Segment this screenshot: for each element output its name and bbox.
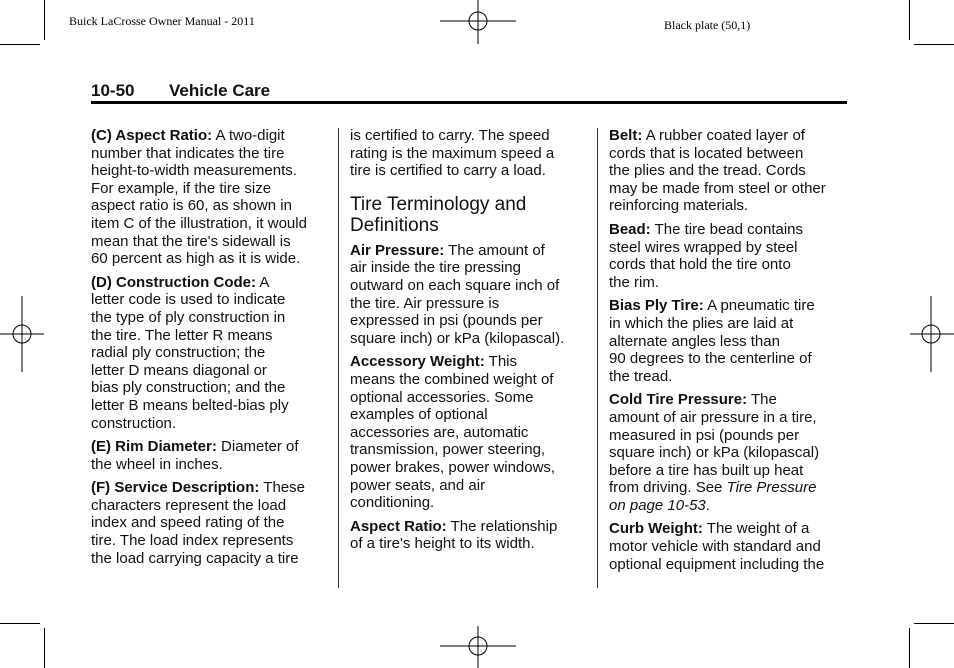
registration-mark-right	[910, 296, 954, 372]
cross-reference-link[interactable]: Tire Pressure	[726, 479, 817, 497]
definition-aspect-ratio: Aspect Ratio: The relationship of a tire's height to its width.	[350, 517, 558, 553]
section-title: Vehicle Care	[169, 81, 271, 100]
section-heading: Tire Terminology and Definitions	[350, 193, 527, 236]
definition-air-pressure: Air Pressure: The amount of air inside the tire pressing outward on each square inch of the tire. Air pressure is expressed in psi (pounds per square inch) or kPa (kilopascal).	[350, 241, 565, 347]
term: (D) Construction Code:	[91, 273, 256, 291]
crop-mark	[914, 44, 954, 45]
definition-bias-ply-tire: Bias Ply Tire: A pneumatic tire in which the plies are laid at alternate angles less than 90 degrees to the centerline of the tread.	[609, 297, 815, 385]
registration-mark-left	[0, 296, 44, 372]
crop-mark	[909, 628, 910, 668]
definition-service-description: (F) Service Description: These characters represent the load index and speed rating of the tire. The load index represents the load carrying capacity a tire	[91, 479, 305, 567]
term: Belt:	[609, 127, 643, 144]
definition-cold-tire-pressure: Cold Tire Pressure: The amount of air pressure in a tire, measured in psi (pounds per square inch) or kPa (kilopascal) before a tire has built up heat from driving. See Tire Pressure on page 10-53.	[609, 391, 820, 514]
crop-mark	[909, 0, 910, 40]
column-3	[609, 127, 849, 579]
term: Air Pressure:	[350, 241, 445, 259]
header-rule	[91, 101, 847, 104]
definition-construction-code: (D) Construction Code: A letter code is used to indicate the type of ply construction in the tire. The letter R means radial ply construction; the letter D means diagonal or bias ply construction; and the letter B means belted-bias ply construction.	[91, 273, 289, 432]
cross-reference-page[interactable]: on page 10-53	[609, 496, 706, 514]
term: (E) Rim Diameter:	[91, 438, 217, 456]
term: Bias Ply Tire:	[609, 297, 704, 315]
definition-rim-diameter: (E) Rim Diameter: Diameter of the wheel in inches.	[91, 438, 299, 473]
continued-paragraph: is certified to carry. The speed rating is the maximum speed a tire is certified to carry a load.	[350, 127, 555, 180]
definition-curb-weight: Curb Weight: The weight of a motor vehicle with standard and optional equipment including the	[609, 520, 825, 573]
term: Curb Weight:	[609, 520, 703, 538]
definition-aspect-ratio-c: (C) Aspect Ratio: A two-digit number that indicates the tire height-to-width measurements. For example, if the tire size aspect ratio is 60, as shown in item C of the illustration, it would mean that the tire's sidewall is 60 percent as high as it is wide.	[91, 127, 307, 268]
registration-mark-top	[440, 0, 516, 46]
registration-mark-bottom	[440, 624, 516, 668]
crop-mark	[914, 623, 954, 624]
term: (F) Service Description:	[91, 479, 260, 497]
definition-belt: Belt: A rubber coated layer of cords that is located between the plies and the tread. Cords may be made from steel or other reinforcing materials.	[609, 127, 826, 215]
term: Bead:	[609, 220, 651, 238]
crop-mark	[44, 628, 45, 668]
term: Cold Tire Pressure:	[609, 391, 748, 409]
column-divider	[338, 128, 339, 588]
column-divider	[597, 128, 598, 588]
definition-bead: Bead: The tire bead contains steel wires wrapped by steel cords that hold the tire onto the rim.	[609, 220, 804, 291]
definition-accessory-weight: Accessory Weight: This means the combined weight of optional accessories. Some examples of optional accessories are, automatic transmission, power steering, power brakes, power windows, power seats, and air conditioning.	[350, 353, 556, 512]
column-2	[350, 127, 590, 559]
slug-right: Black plate (50,1)	[664, 18, 751, 32]
crop-mark	[0, 44, 40, 45]
crop-mark	[0, 623, 40, 624]
term: Aspect Ratio:	[350, 517, 447, 535]
page-header	[91, 81, 270, 101]
slug-left: Buick LaCrosse Owner Manual - 2011	[69, 14, 255, 28]
column-1	[91, 127, 331, 573]
page-number: 10-50	[91, 81, 135, 100]
term: Accessory Weight:	[350, 353, 485, 371]
crop-mark	[44, 0, 45, 40]
term: (C) Aspect Ratio:	[91, 127, 213, 144]
